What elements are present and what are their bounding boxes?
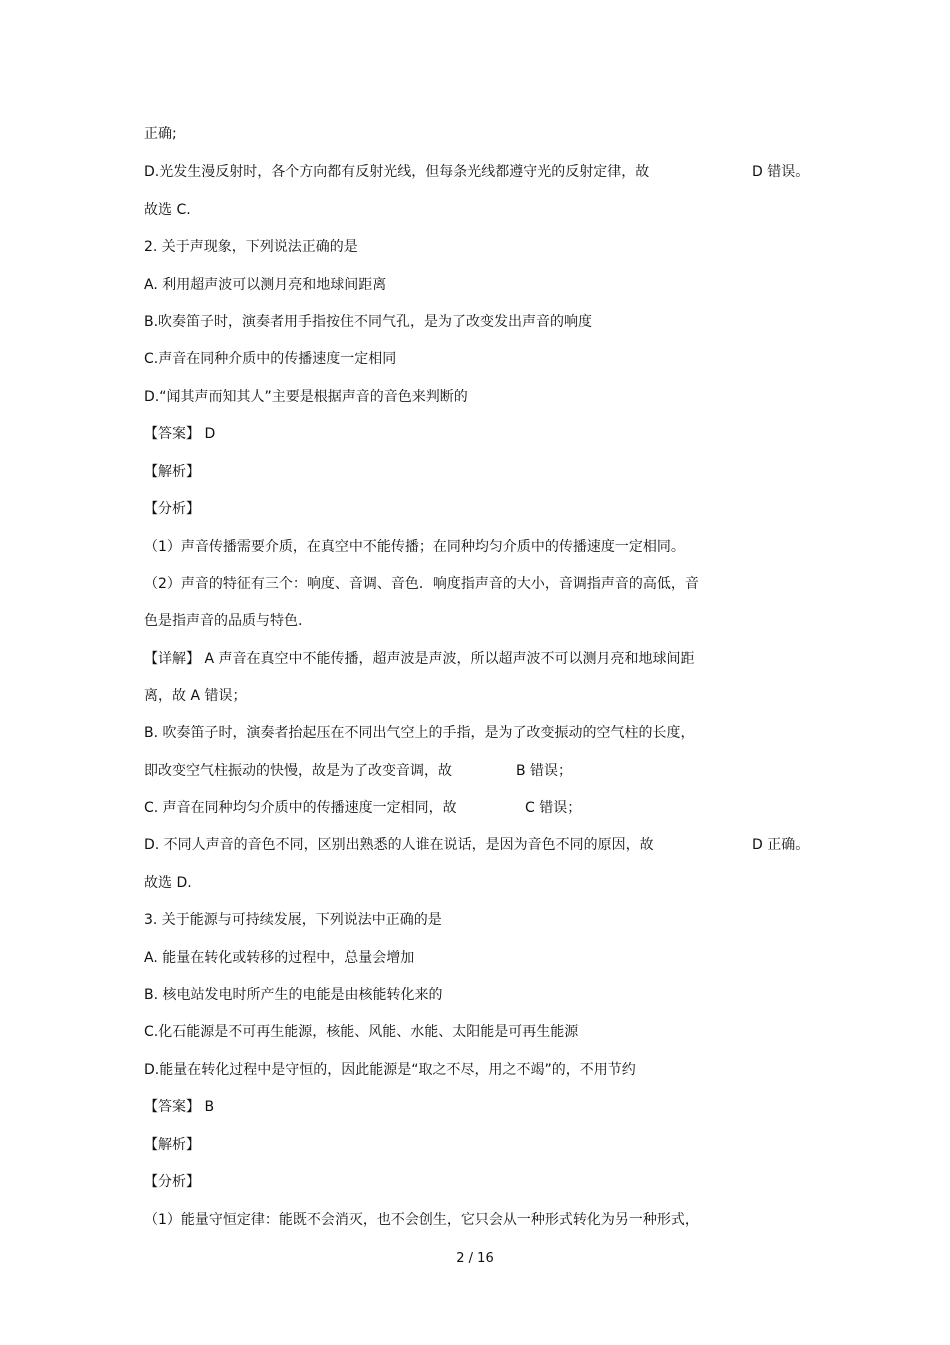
section-heading: 【解析】 — [144, 464, 200, 480]
text-line: B. 吹奏笛子时，演奏者抬起压在不同出气空上的手指，是为了改变振动的空气柱的长度， — [144, 725, 695, 741]
option-b: B.吹奏笛子时，演奏者用手指按住不同气孔，是为了改变发出声音的响度 — [144, 314, 593, 330]
text-line: D. 不同人声音的音色不同，区别出熟悉的人谁在说话，是因为音色不同的原因，故 — [144, 837, 654, 853]
text-line: D.光发生漫反射时，各个方向都有反射光线，但每条光线都遵守光的反射定律，故 — [144, 164, 650, 180]
option-c: C.化石能源是不可再生能源，核能、风能、水能、太阳能是可再生能源 — [144, 1024, 579, 1040]
text-line: 【详解】 A 声音在真空中不能传播，超声波是声波，所以超声波不可以测月亮和地球间距 — [144, 651, 695, 667]
text-line: C. 声音在同种均匀介质中的传播速度一定相同，故 — [144, 800, 457, 816]
answer-note: D 错误。 — [752, 164, 810, 180]
option-a: A. 能量在转化或转移的过程中，总量会增加 — [144, 950, 415, 966]
answer-note: B 错误； — [516, 763, 573, 779]
answer-note: C 错误； — [525, 800, 582, 816]
option-b: B. 核电站发电时所产生的电能是由核能转化来的 — [144, 987, 443, 1003]
text-line: （2）声音的特征有三个：响度、音调、音色．响度指声音的大小，音调指声音的高低，音 — [144, 576, 699, 592]
answer-label: 【答案】 D — [144, 426, 216, 442]
page-number: 2 / 16 — [456, 1251, 494, 1266]
text-line: 离，故 A 错误； — [144, 688, 247, 704]
option-d: D.能量在转化过程中是守恒的，因此能源是“取之不尽，用之不竭”的，不用节约 — [144, 1062, 636, 1078]
text-line: （1）声音传播需要介质，在真空中不能传播；在同种均匀介质中的传播速度一定相同。 — [144, 539, 685, 555]
section-heading: 【分析】 — [144, 501, 200, 517]
section-heading: 【分析】 — [144, 1174, 200, 1190]
section-heading: 【解析】 — [144, 1137, 200, 1153]
text-line: 故选 D. — [144, 875, 192, 891]
option-d: D.“闻其声而知其人”主要是根据声音的音色来判断的 — [144, 389, 468, 405]
text-line: 故选 C. — [144, 202, 191, 218]
option-c: C.声音在同种介质中的传播速度一定相同 — [144, 351, 397, 367]
question-stem: 3. 关于能源与可持续发展，下列说法中正确的是 — [144, 912, 442, 928]
answer-label: 【答案】 B — [144, 1099, 215, 1115]
answer-note: D 正确。 — [752, 837, 810, 853]
text-line: 正确; — [144, 126, 177, 142]
text-line: （1）能量守恒定律：能既不会消灭，也不会创生，它只会从一种形式转化为另一种形式， — [144, 1212, 699, 1228]
text-line: 即改变空气柱振动的快慢，故是为了改变音调，故 — [144, 763, 452, 779]
option-a: A. 利用超声波可以测月亮和地球间距离 — [144, 277, 387, 293]
question-stem: 2. 关于声现象，下列说法正确的是 — [144, 239, 358, 255]
text-line: 色是指声音的品质与特色. — [144, 613, 303, 629]
